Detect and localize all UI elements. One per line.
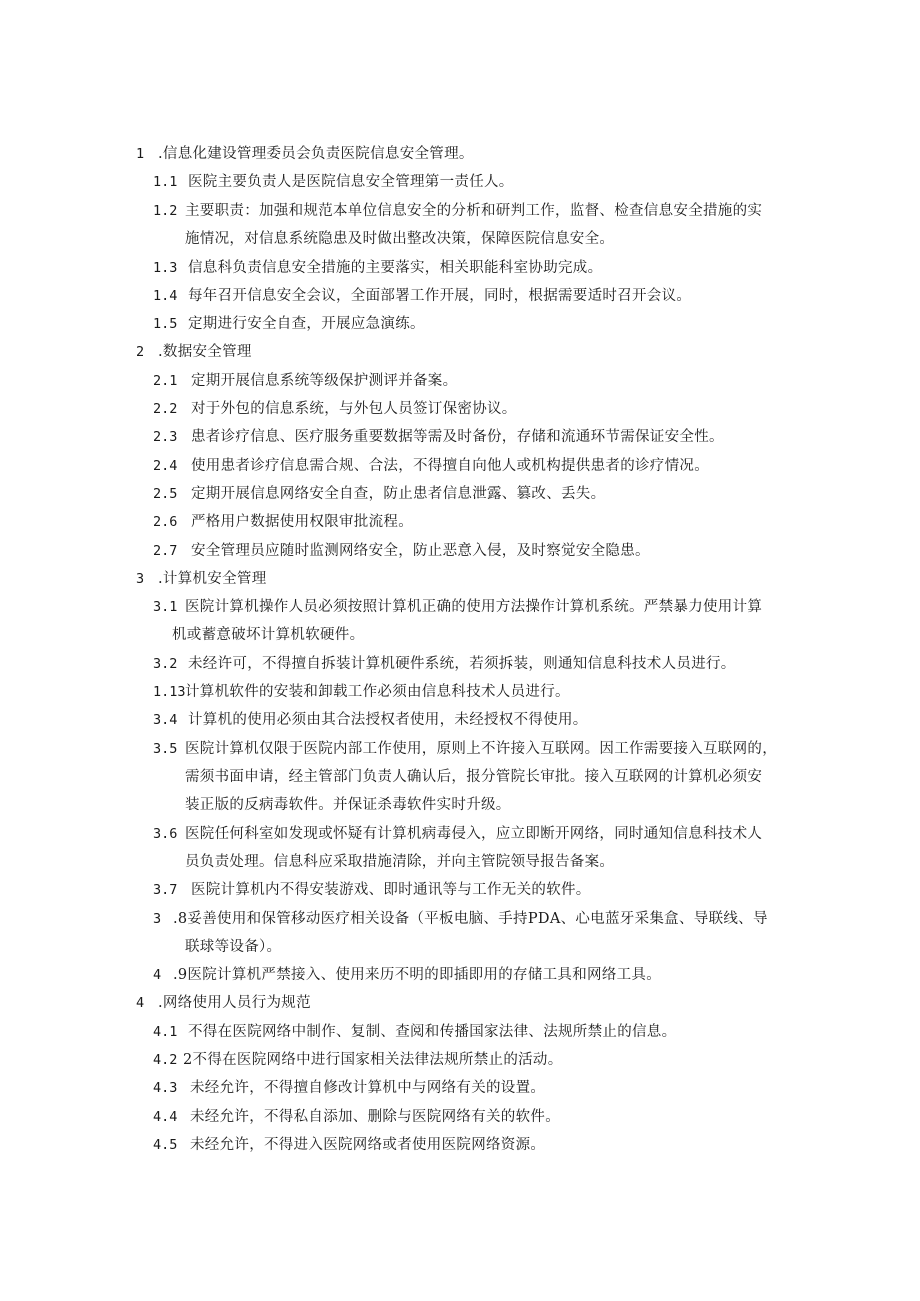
list-item [153,456,709,476]
item-number: 4.5 [153,1137,178,1153]
item-text: 医院计算机操作人员必须按照计算机正确的使用方法操作计算机系统。严禁暴力使用计算 [185,599,763,615]
item-text: 严格用户数据使用权限审批流程。 [191,514,413,530]
item-number: 4 [153,967,162,983]
section-title: .信息化建设管理委员会负责医院信息安全管理。 [158,146,474,162]
item-number: 2.7 [153,543,178,559]
list-item [153,965,661,985]
list-item [153,286,691,306]
item-text: 未经允许，不得私自添加、删除与医院网络有关的软件。 [190,1109,560,1125]
item-number: 3 [153,911,162,927]
list-item [153,172,514,192]
list-item [153,201,762,221]
item-number: 1.2 [153,203,178,219]
item-number: 2.4 [153,458,178,474]
list-item [153,654,736,674]
list-item-continuation: 需须书面申请，经主管部门负责人确认后，报分管院长审批。接入互联网的计算机必须安 [185,769,763,785]
list-item [153,1022,676,1042]
list-item [153,399,517,419]
section-heading [136,144,474,164]
list-item-continuation: 联球等设备）。 [185,939,282,955]
item-number: 2.5 [153,486,178,502]
section-number: 4 [136,995,145,1011]
item-number: 2.3 [153,429,178,445]
item-text: 主要职责：加强和规范本单位信息安全的分析和研判工作，监督、检查信息安全措施的实 [185,203,763,219]
item-number: 2.6 [153,514,178,530]
item-text: 每年召开信息安全会议，全面部署工作开展，同时，根据需要适时召开会议。 [188,288,692,304]
item-text: 信息科负责信息安全措施的主要落实，相关职能科室协助完成。 [188,260,603,276]
item-text: 定期进行安全自查，开展应急演练。 [188,316,425,332]
list-item [153,597,762,617]
item-text: 使用患者诊疗信息需合规、合法，不得擅自向他人或机构提供患者的诊疗情况。 [191,458,709,474]
item-text: 患者诊疗信息、医疗服务重要数据等需及时备份，存储和流通环节需保证安全性。 [191,429,724,445]
list-item [153,512,413,532]
item-number: 4.2 [153,1052,178,1068]
item-text: 定期开展信息系统等级保护测评并备案。 [191,373,458,389]
item-text: 安全管理员应随时监测网络安全，防止恶意入侵，及时察觉安全隐患。 [191,543,650,559]
list-item [153,710,588,730]
item-text: 医院主要负责人是医院信息安全管理第一责任人。 [188,174,514,190]
list-item-continuation: 机或蓄意破坏计算机软硬件。 [172,627,365,643]
item-number: 1.4 [153,288,178,304]
section-title: .数据安全管理 [158,344,252,360]
item-text: 定期开展信息网络安全自查，防止患者信息泄露、篡改、丢失。 [191,486,606,502]
item-number: 3.6 [153,826,178,842]
item-text: 未经许可，不得擅自拆装计算机硬件系统，若须拆装，则通知信息科技术人员进行。 [188,656,736,672]
item-number: 4.1 [153,1024,178,1040]
section-number: 3 [136,571,145,587]
section-number: 2 [136,344,145,360]
list-item [153,682,570,702]
item-text: 计算机的使用必须由其合法授权者使用，未经授权不得使用。 [188,712,588,728]
list-item [153,484,605,504]
list-item-continuation: 装正版的反病毒软件。并保证杀毒软件实时升级。 [185,797,511,813]
item-number: 4.3 [153,1080,178,1096]
list-item-continuation: 施情况，对信息系统隐患及时做出整改决策，保障医院信息安全。 [185,231,615,247]
item-number: 1.13 [153,684,186,700]
list-item [153,1050,563,1070]
item-text: 未经允许，不得擅自修改计算机中与网络有关的设置。 [190,1080,546,1096]
item-text: 对于外包的信息系统，与外包人员签订保密协议。 [191,401,517,417]
list-item [153,739,777,759]
list-item [153,427,724,447]
item-text: 计算机软件的安装和卸载工作必须由信息科技术人员进行。 [185,684,570,700]
item-text: 医院计算机内不得安装游戏、即时通讯等与工作无关的软件。 [191,882,591,898]
list-item [153,1078,545,1098]
item-number: 3.7 [153,882,178,898]
item-number: 1.3 [153,260,178,276]
item-number: 3.4 [153,712,178,728]
item-text: 医院计算机仅限于医院内部工作使用，原则上不许接入互联网。因工作需要接入互联网的， [185,741,777,757]
item-number: 1.5 [153,316,178,332]
list-item [153,258,602,278]
section-heading [136,993,311,1013]
list-item [153,909,768,929]
list-item [153,314,425,334]
section-number: 1 [136,146,145,162]
item-text: 2不得在医院网络中进行国家相关法律法规所禁止的活动。 [183,1052,563,1068]
item-number: 2.2 [153,401,178,417]
item-text: 未经允许，不得进入医院网络或者使用医院网络资源。 [190,1137,546,1153]
list-item [153,541,650,561]
item-number: 3.5 [153,741,178,757]
list-item [153,824,762,844]
item-text: 不得在医院网络中制作、复制、查阅和传播国家法律、法规所禁止的信息。 [188,1024,677,1040]
section-heading [136,569,267,589]
item-text: .9医院计算机严禁接入、使用来历不明的即插即用的存储工具和网络工具。 [173,967,662,983]
item-text: 医院任何科室如发现或怀疑有计算机病毒侵入，应立即断开网络，同时通知信息科技术人 [185,826,763,842]
item-number: 2.1 [153,373,178,389]
section-title: .网络使用人员行为规范 [158,995,311,1011]
section-title: .计算机安全管理 [158,571,267,587]
item-number: 3.1 [153,599,178,615]
item-number: 3.2 [153,656,178,672]
list-item [153,880,591,900]
item-number: 4.4 [153,1109,178,1125]
list-item [153,371,457,391]
list-item-continuation: 员负责处理。信息科应采取措施清除，并向主管院领导报告备案。 [185,854,615,870]
section-heading [136,342,252,362]
list-item [153,1107,560,1127]
item-number: 1.1 [153,174,178,190]
item-text: .8妥善使用和保管移动医疗相关设备（平板电脑、手持PDA、心电蓝牙采集盒、导联线、导 [173,911,768,927]
list-item [153,1135,545,1155]
